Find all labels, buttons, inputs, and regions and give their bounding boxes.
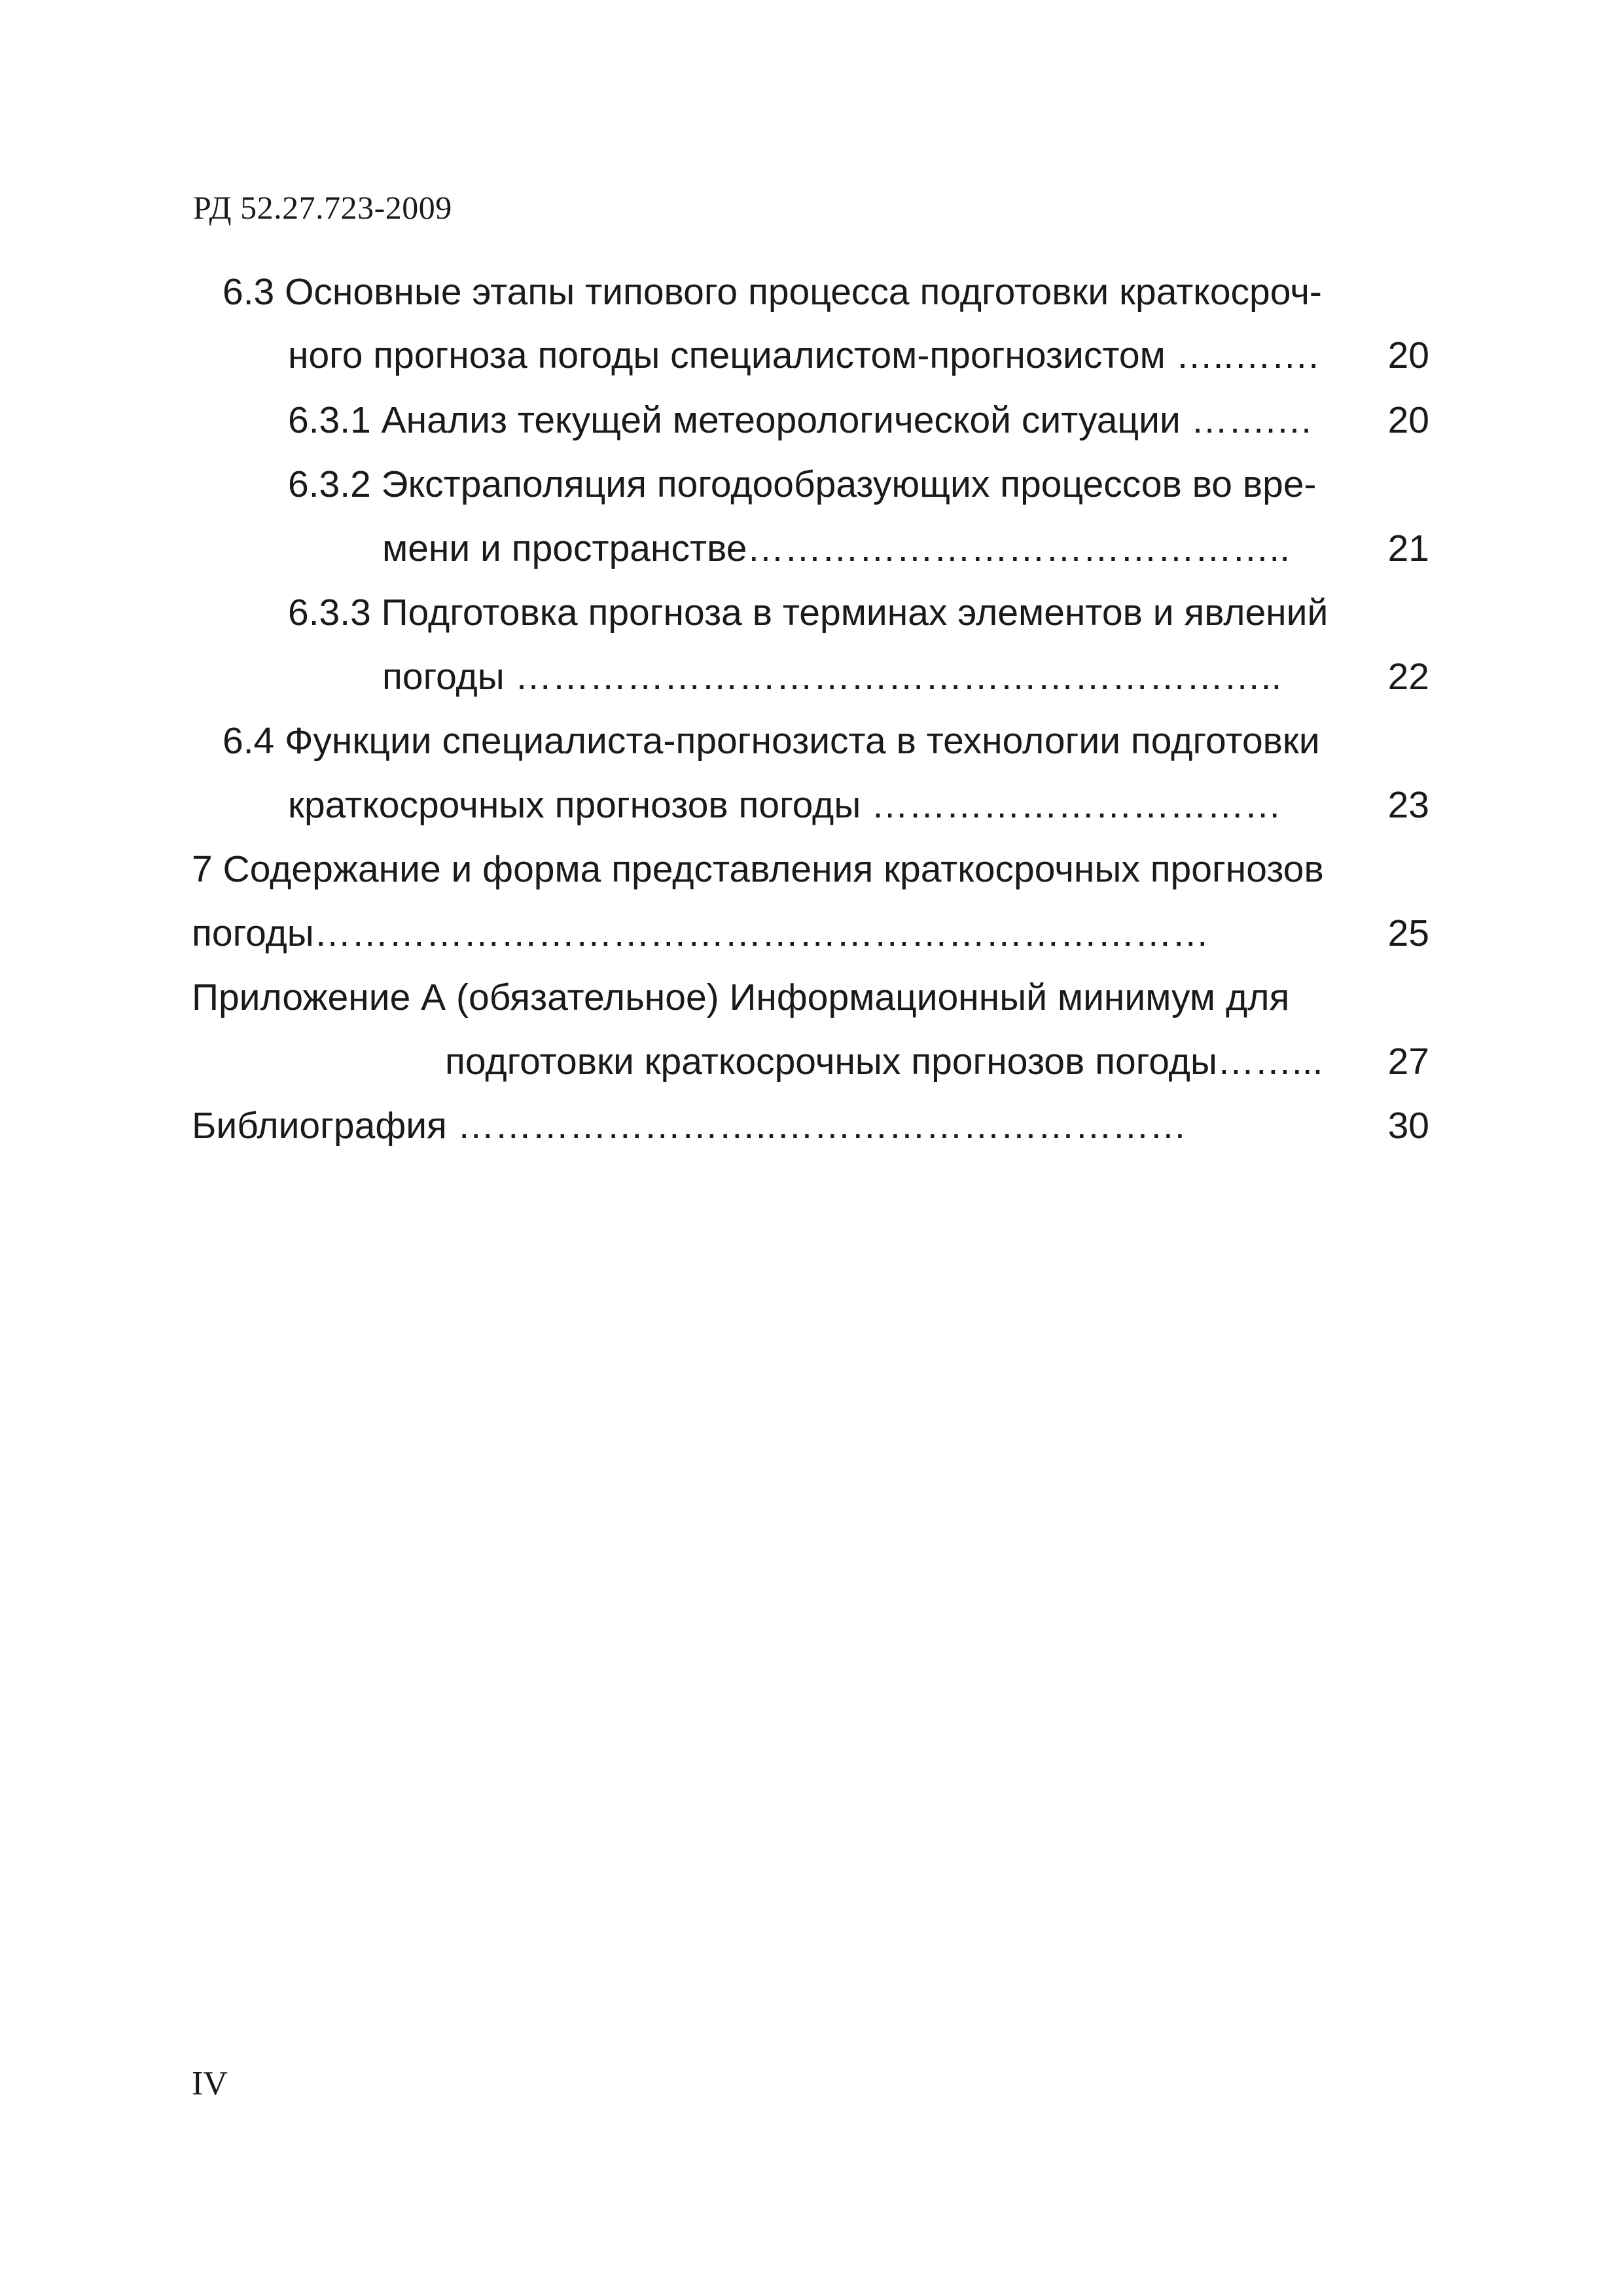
toc-entry-text-line: 6.3.1 Анализ текущей метеорологической ситуации …….… — [288, 399, 1313, 441]
toc-page-number: 23 — [1387, 784, 1429, 826]
page-number-footer: IV — [192, 2065, 228, 2102]
toc-entry-text-line: 7 Содержание и форма представления краткосрочных прогнозов — [192, 848, 1324, 890]
toc-page-number: 27 — [1387, 1041, 1429, 1083]
toc-entry-text-line: Библиография ……………………..…………………………… — [192, 1105, 1187, 1147]
toc-entry-text-line: Приложение А (обязательное) Информационный минимум для — [192, 977, 1290, 1018]
toc-entry-text-line: краткосрочных прогнозов погоды …………………………… — [288, 784, 1282, 826]
toc-page-number: 20 — [1387, 399, 1429, 441]
toc-entry-text-line: 6.3.3 Подготовка прогноза в терминах элементов и явлений — [288, 592, 1329, 634]
document-number-header: РД 52.27.723-2009 — [193, 189, 452, 226]
toc-page-number: 22 — [1387, 656, 1429, 698]
toc-entry-text-line: подготовки краткосрочных прогнозов погоды……... — [445, 1041, 1323, 1083]
toc-entry-text-line: погоды……………………………………………………………… — [192, 912, 1209, 954]
toc-entry-text-line: 6.3.2 Экстраполяция погодообразующих процессов во вре- — [288, 463, 1317, 505]
toc-entry-text-line: 6.4 Функции специалиста-прогнозиста в технологии подготовки — [223, 720, 1320, 762]
toc-page-number: 30 — [1387, 1105, 1429, 1147]
toc-page-number: 20 — [1387, 334, 1429, 376]
toc-entry-text-line: мени и пространстве…………………………………….. — [382, 528, 1291, 569]
toc-page-number: 25 — [1387, 912, 1429, 954]
toc-page-number: 21 — [1387, 528, 1429, 569]
toc-entry-text-line: 6.3 Основные этапы типового процесса подготовки краткосроч- — [223, 271, 1322, 313]
toc-entry-text-line: погоды …………………………………………………….. — [382, 656, 1282, 698]
toc-entry-text-line: ного прогноза погоды специалистом-прогнозистом …..……. — [288, 334, 1319, 376]
